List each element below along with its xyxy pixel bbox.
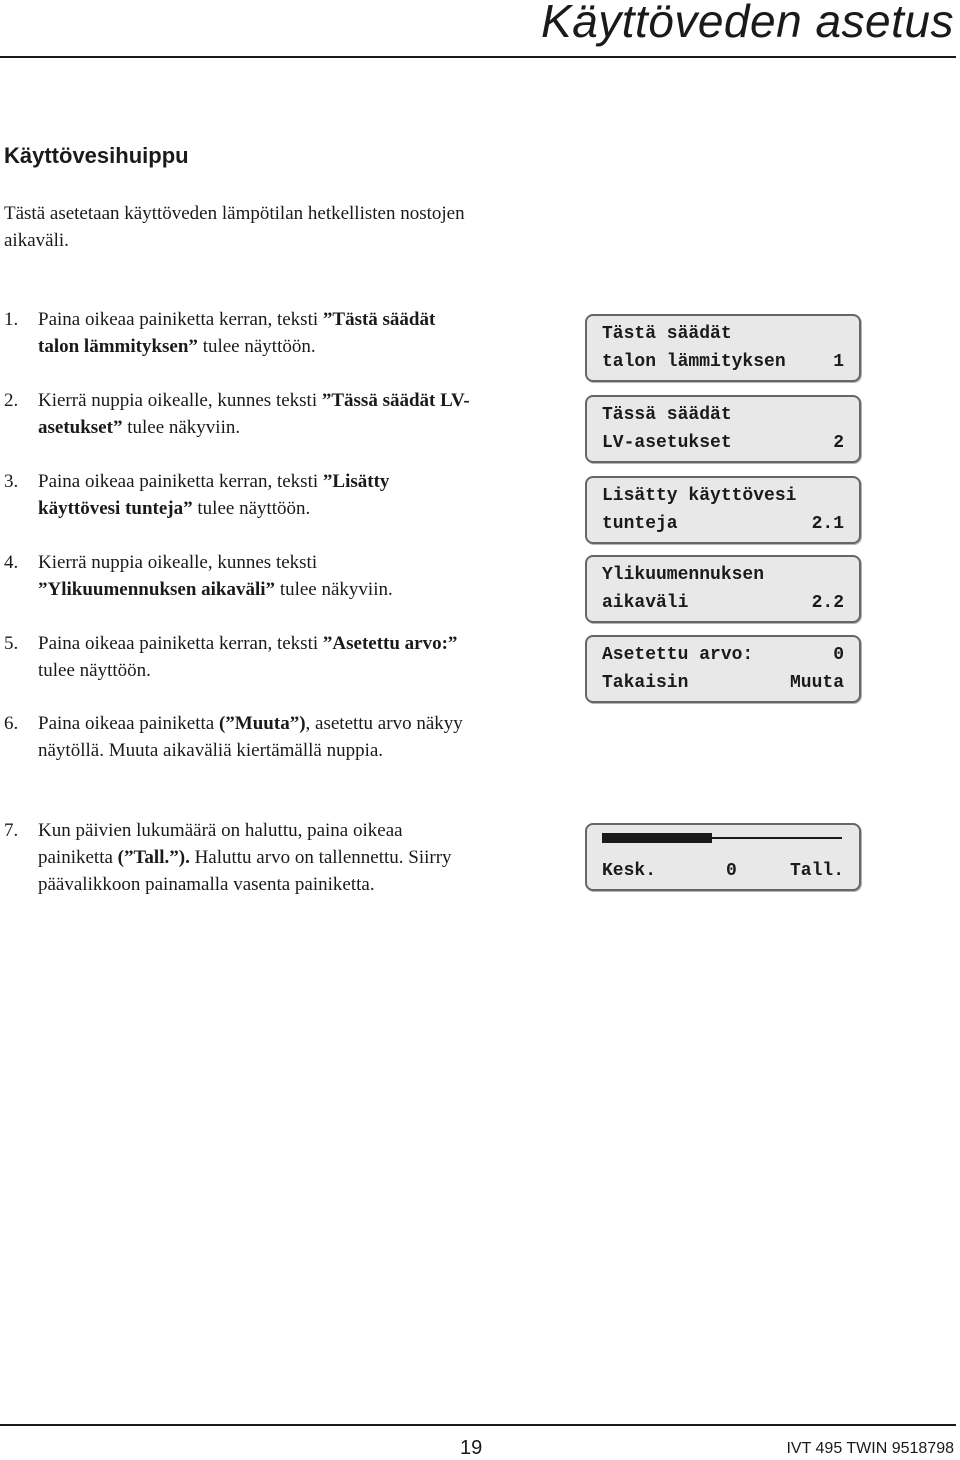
page-number: 19: [460, 1437, 483, 1459]
step-number: 1.: [4, 309, 19, 330]
lcd-menu-number: 2.1: [811, 514, 844, 534]
lcd-display-4: [585, 555, 861, 623]
lcd-right-action: Tall.: [789, 861, 844, 881]
lcd-line-2: [602, 350, 844, 374]
lcd-line-1: [602, 643, 844, 667]
lcd-value: 0: [726, 861, 737, 881]
lcd-line-2: [602, 431, 844, 455]
step-text: [38, 468, 474, 522]
step-text-run: tulee näkyviin.: [122, 417, 241, 438]
lcd-line-1: Tästä säädät: [602, 324, 732, 344]
step-text-run: Kierrä nuppia oikealle, kunnes teksti: [38, 390, 322, 411]
step-emphasis: ”Asetettu arvo:”: [322, 633, 458, 654]
lcd-text: LV-asetukset: [602, 433, 732, 453]
document-id: IVT 495 TWIN 9518798: [786, 1440, 954, 1457]
instruction-step-7: [4, 817, 474, 898]
step-number: 3.: [4, 471, 19, 492]
step-text-run: Paina oikeaa painiketta kerran, teksti: [38, 309, 323, 330]
lcd-line-1: Lisätty käyttövesi: [602, 486, 797, 506]
lcd-value-bar-fill: [602, 833, 712, 843]
instruction-step-1: [4, 306, 474, 360]
title-divider: [0, 56, 956, 58]
lcd-line-2: [602, 859, 844, 883]
intro-paragraph: Tästä asetetaan käyttöveden lämpötilan hetkellisten nostojen aikaväli.: [4, 203, 465, 251]
step-text-run: Paina oikeaa painiketta kerran, teksti: [38, 633, 323, 654]
page-title: Käyttöveden asetus: [540, 0, 954, 47]
step-emphasis: ”Tässä säädät LV-asetukset”: [38, 390, 470, 438]
instruction-step-2: [4, 387, 474, 441]
lcd-value: 0: [833, 645, 844, 665]
lcd-line-2: [602, 512, 844, 536]
section-heading: Käyttövesihuippu: [4, 143, 189, 168]
step-emphasis: ”Tästä säädät talon lämmityksen”: [38, 309, 436, 357]
instruction-step-4: [4, 549, 474, 603]
lcd-menu-number: 1: [833, 352, 844, 372]
step-number: 2.: [4, 390, 19, 411]
step-text: [38, 387, 474, 441]
step-emphasis: ”Ylikuumennuksen aikaväli”: [38, 579, 276, 600]
step-number: 6.: [4, 713, 19, 734]
step-text: [38, 710, 474, 764]
lcd-line-1: Tässä säädät: [602, 405, 732, 425]
step-number: 7.: [4, 820, 19, 841]
step-number: 5.: [4, 633, 19, 654]
step-emphasis: ”Lisätty käyttövesi tunteja”: [38, 471, 390, 519]
step-text-run: tulee näkyviin.: [275, 579, 393, 600]
lcd-display-6: [585, 823, 861, 891]
lcd-display-5: [585, 635, 861, 703]
lcd-menu-number: 2.2: [811, 593, 844, 613]
lcd-menu-number: 2: [833, 433, 844, 453]
step-text-run: Haluttu arvo on tallennettu. Siirry päävalikkoon painamalla vasenta painiketta.: [38, 847, 452, 895]
step-text: [38, 549, 474, 603]
step-emphasis: (”Tall.”).: [117, 847, 190, 868]
lcd-line-2: [602, 671, 844, 695]
step-text-run: Paina oikeaa painiketta kerran, teksti: [38, 471, 323, 492]
lcd-text: tunteja: [602, 514, 678, 534]
lcd-right-action: Muuta: [789, 673, 844, 693]
lcd-line-2: [602, 591, 844, 615]
lcd-text: aikaväli: [602, 593, 689, 613]
lcd-display-3: [585, 476, 861, 544]
step-text-run: Paina oikeaa painiketta: [38, 713, 219, 734]
step-text-run: Kierrä nuppia oikealle, kunnes teksti: [38, 552, 318, 573]
step-number: 4.: [4, 552, 19, 573]
instruction-step-3: [4, 468, 474, 522]
lcd-text: talon lämmityksen: [602, 352, 786, 372]
lcd-display-1: [585, 314, 861, 382]
step-text: [38, 306, 474, 360]
step-text-run: tulee näyttöön.: [197, 336, 316, 357]
step-text: [38, 630, 474, 684]
lcd-line-1: Ylikuumennuksen: [602, 565, 765, 585]
instruction-step-5: [4, 630, 474, 684]
step-text-run: tulee näyttöön.: [192, 498, 311, 519]
lcd-display-2: [585, 395, 861, 463]
lcd-left-action: Takaisin: [602, 673, 689, 693]
step-text-run: tulee näyttöön.: [38, 660, 151, 681]
lcd-left-action: Kesk.: [602, 861, 657, 881]
step-emphasis: (”Muuta”): [218, 713, 306, 734]
footer-divider: [0, 1424, 956, 1426]
instruction-step-6: [4, 710, 474, 764]
step-text-run: , asetettu arvo näkyy näytöllä. Muuta aikaväliä kiertämällä nuppia.: [38, 713, 463, 761]
lcd-text: Asetettu arvo:: [602, 645, 754, 665]
step-text-run: Kun päivien lukumäärä on haluttu, paina oikeaa painiketta: [38, 820, 403, 868]
step-text: [38, 817, 474, 898]
